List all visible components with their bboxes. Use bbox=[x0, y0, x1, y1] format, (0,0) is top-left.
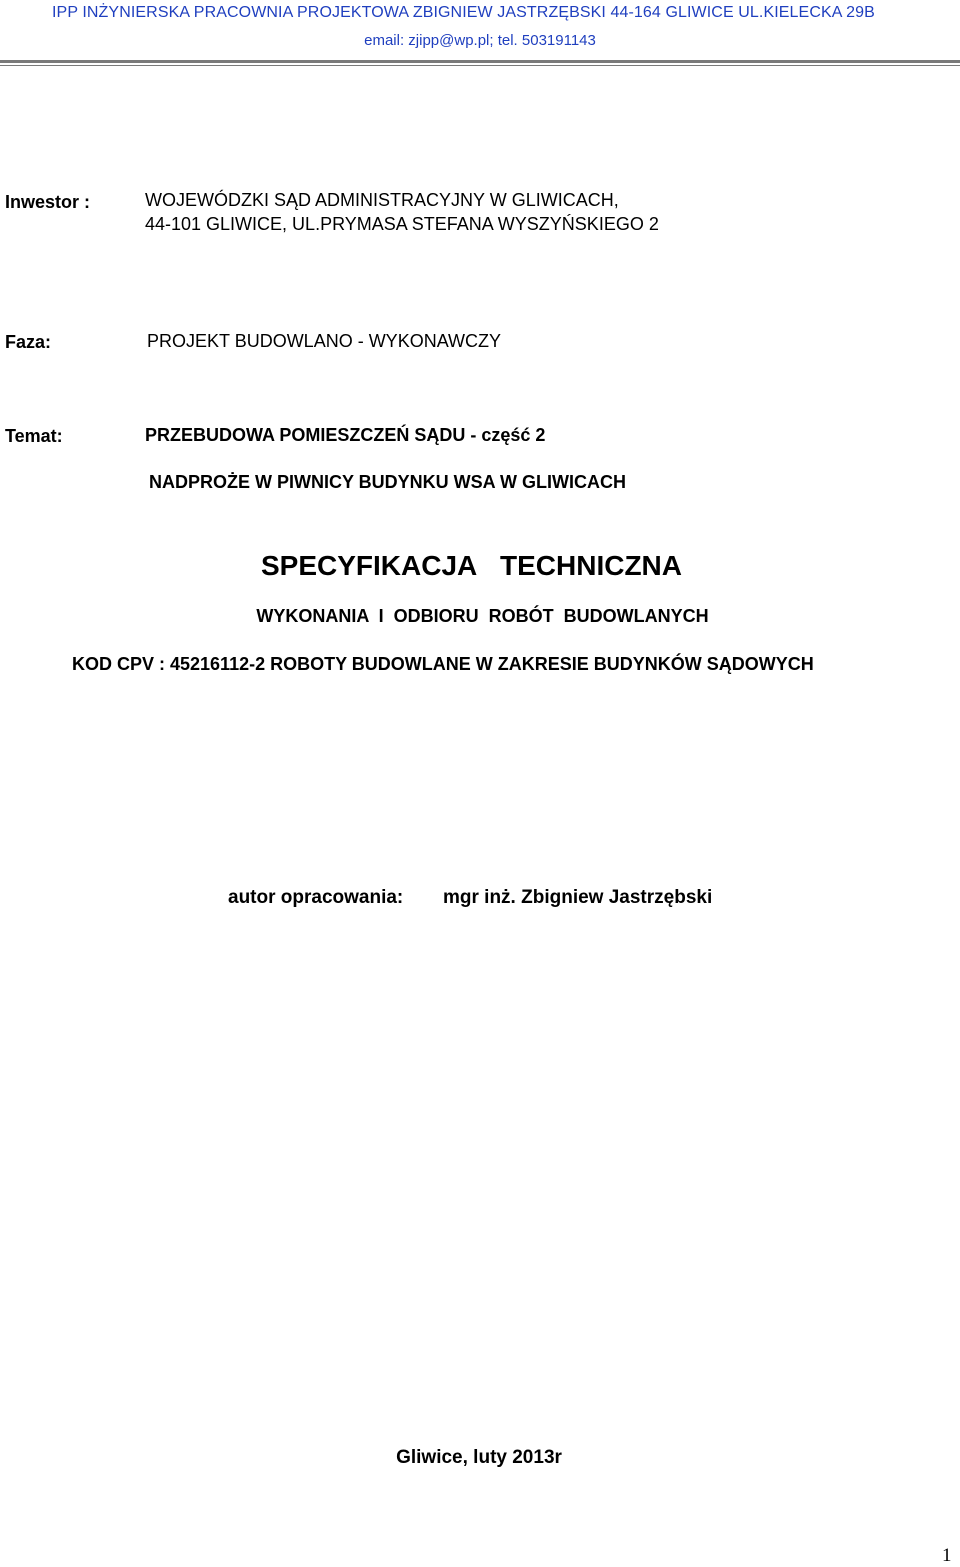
place-date: Gliwice, luty 2013r bbox=[396, 1447, 562, 1468]
investor-label: Inwestor : bbox=[5, 192, 91, 212]
header-divider-thin bbox=[0, 65, 960, 66]
header-contact-line: email: zjipp@wp.pl; tel. 503191143 bbox=[364, 32, 596, 49]
investor-name: WOJEWÓDZKI SĄD ADMINISTRACYJNY W GLIWICACH, bbox=[145, 190, 619, 210]
phase-label: Faza: bbox=[5, 332, 52, 352]
subject-line-2: NADPROŻE W PIWNICY BUDYNKU WSA W GLIWICACH bbox=[149, 472, 626, 492]
subject-label: Temat: bbox=[5, 426, 63, 446]
header-company-line: IPP INŻYNIERSKA PRACOWNIA PROJEKTOWA ZBIGNIEW JASTRZĘBSKI 44-164 GLIWICE UL.KIELECKA 29B bbox=[52, 4, 875, 21]
cpv-code-line: KOD CPV : 45216112-2 ROBOTY BUDOWLANE W ZAKRESIE BUDYNKÓW SĄDOWYCH bbox=[72, 654, 814, 674]
investor-address: 44-101 GLIWICE, UL.PRYMASA STEFANA WYSZYŃSKIEGO 2 bbox=[145, 214, 659, 234]
specification-subtitle: WYKONANIA I ODBIORU ROBÓT BUDOWLANYCH bbox=[256, 606, 709, 626]
author-label: autor opracowania: bbox=[228, 887, 404, 908]
page-number: 1 bbox=[942, 1545, 952, 1566]
author-name: mgr inż. Zbigniew Jastrzębski bbox=[443, 887, 713, 908]
header-divider bbox=[0, 60, 960, 63]
subject-line-1: PRZEBUDOWA POMIESZCZEŃ SĄDU - część 2 bbox=[145, 425, 546, 445]
specification-title: SPECYFIKACJA TECHNICZNA bbox=[261, 550, 682, 581]
phase-value: PROJEKT BUDOWLANO - WYKONAWCZY bbox=[147, 331, 502, 351]
